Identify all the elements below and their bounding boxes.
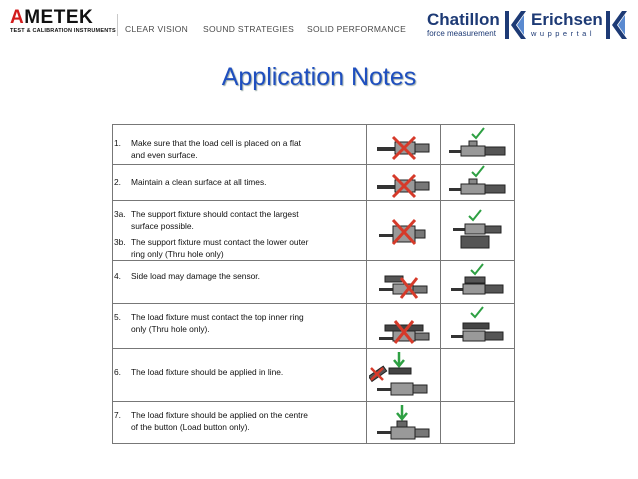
note-text: The support fixture should contact the largest: [131, 209, 299, 219]
inline-load-figure: [369, 350, 437, 400]
nav-solid-performance: SOLID PERFORMANCE: [307, 24, 407, 34]
note-text: The support fixture must contact the lower outer: [131, 237, 309, 247]
table-row-4: [113, 260, 514, 304]
centre-load-figure: [369, 403, 437, 441]
wrong-inner-ring-figure: [371, 307, 437, 345]
note-number: 1.: [114, 138, 121, 148]
correct-support-figure: [445, 206, 511, 254]
ametek-sub-text: TEST & CALIBRATION INSTRUMENTS: [10, 28, 116, 34]
correct-surface-figure: [445, 164, 511, 200]
note-text: only (Thru hole only).: [131, 324, 210, 334]
correct-inner-ring-figure: [445, 305, 511, 345]
table-row-7: [113, 401, 514, 443]
nav-clear-vision: CLEAR VISION: [125, 24, 189, 34]
table-row-3: [113, 200, 514, 261]
ametek-logo: AMETEK TEST & CALIBRATION INSTRUMENTS: [10, 7, 116, 34]
correct-placement-figure: [445, 126, 511, 162]
chatillon-tag: force measurement: [427, 29, 496, 38]
note-text: of the button (Load button only).: [131, 422, 250, 432]
wrong-sideload-figure: [371, 264, 437, 300]
wrong-surface-figure: [371, 167, 437, 199]
note-text: and even surface.: [131, 150, 198, 160]
page-title: Application Notes: [221, 63, 417, 91]
note-text: The load fixture should be applied in line.: [131, 367, 284, 377]
erichsen-mark-icon: [606, 11, 628, 39]
correct-load-figure: [445, 262, 511, 300]
wrong-support-figure: [371, 208, 437, 252]
note-text: The load fixture must contact the top inner ring: [131, 312, 304, 322]
note-number: 7.: [114, 410, 121, 420]
note-text: The load fixture should be applied on the centre: [131, 410, 308, 420]
chatillon-mark-icon: [505, 11, 527, 39]
header-divider: [117, 14, 118, 36]
note-number: 4.: [114, 271, 121, 281]
note-text: ring only (Thru hole only): [131, 249, 224, 259]
note-number: 5.: [114, 312, 121, 322]
note-number: 6.: [114, 367, 121, 377]
note-text: Maintain a clean surface at all times.: [131, 177, 267, 187]
table-row-1: [113, 125, 514, 165]
note-text: Side load may damage the sensor.: [131, 271, 260, 281]
note-text: Make sure that the load cell is placed on a flat: [131, 138, 301, 148]
erichsen-tag: wuppertal: [531, 29, 596, 38]
header-bar: [0, 0, 638, 46]
erichsen-name: Erichsen: [531, 10, 603, 29]
ametek-brand-text: METEK: [24, 7, 94, 28]
note-text: surface possible.: [131, 221, 194, 231]
note-number: 3b.: [114, 237, 126, 247]
table-row-5: [113, 303, 514, 349]
note-number: 2.: [114, 177, 121, 187]
chatillon-logo: [427, 11, 500, 38]
nav-sound-strategies: SOUND STRATEGIES: [203, 24, 295, 34]
note-number: 3a.: [114, 209, 126, 219]
erichsen-logo: [531, 11, 603, 38]
table-row-6: [113, 348, 514, 402]
notes-table: [112, 124, 515, 444]
wrong-placement-figure: [371, 129, 437, 161]
table-row-2: [113, 164, 514, 201]
chatillon-name: Chatillon: [427, 10, 500, 29]
